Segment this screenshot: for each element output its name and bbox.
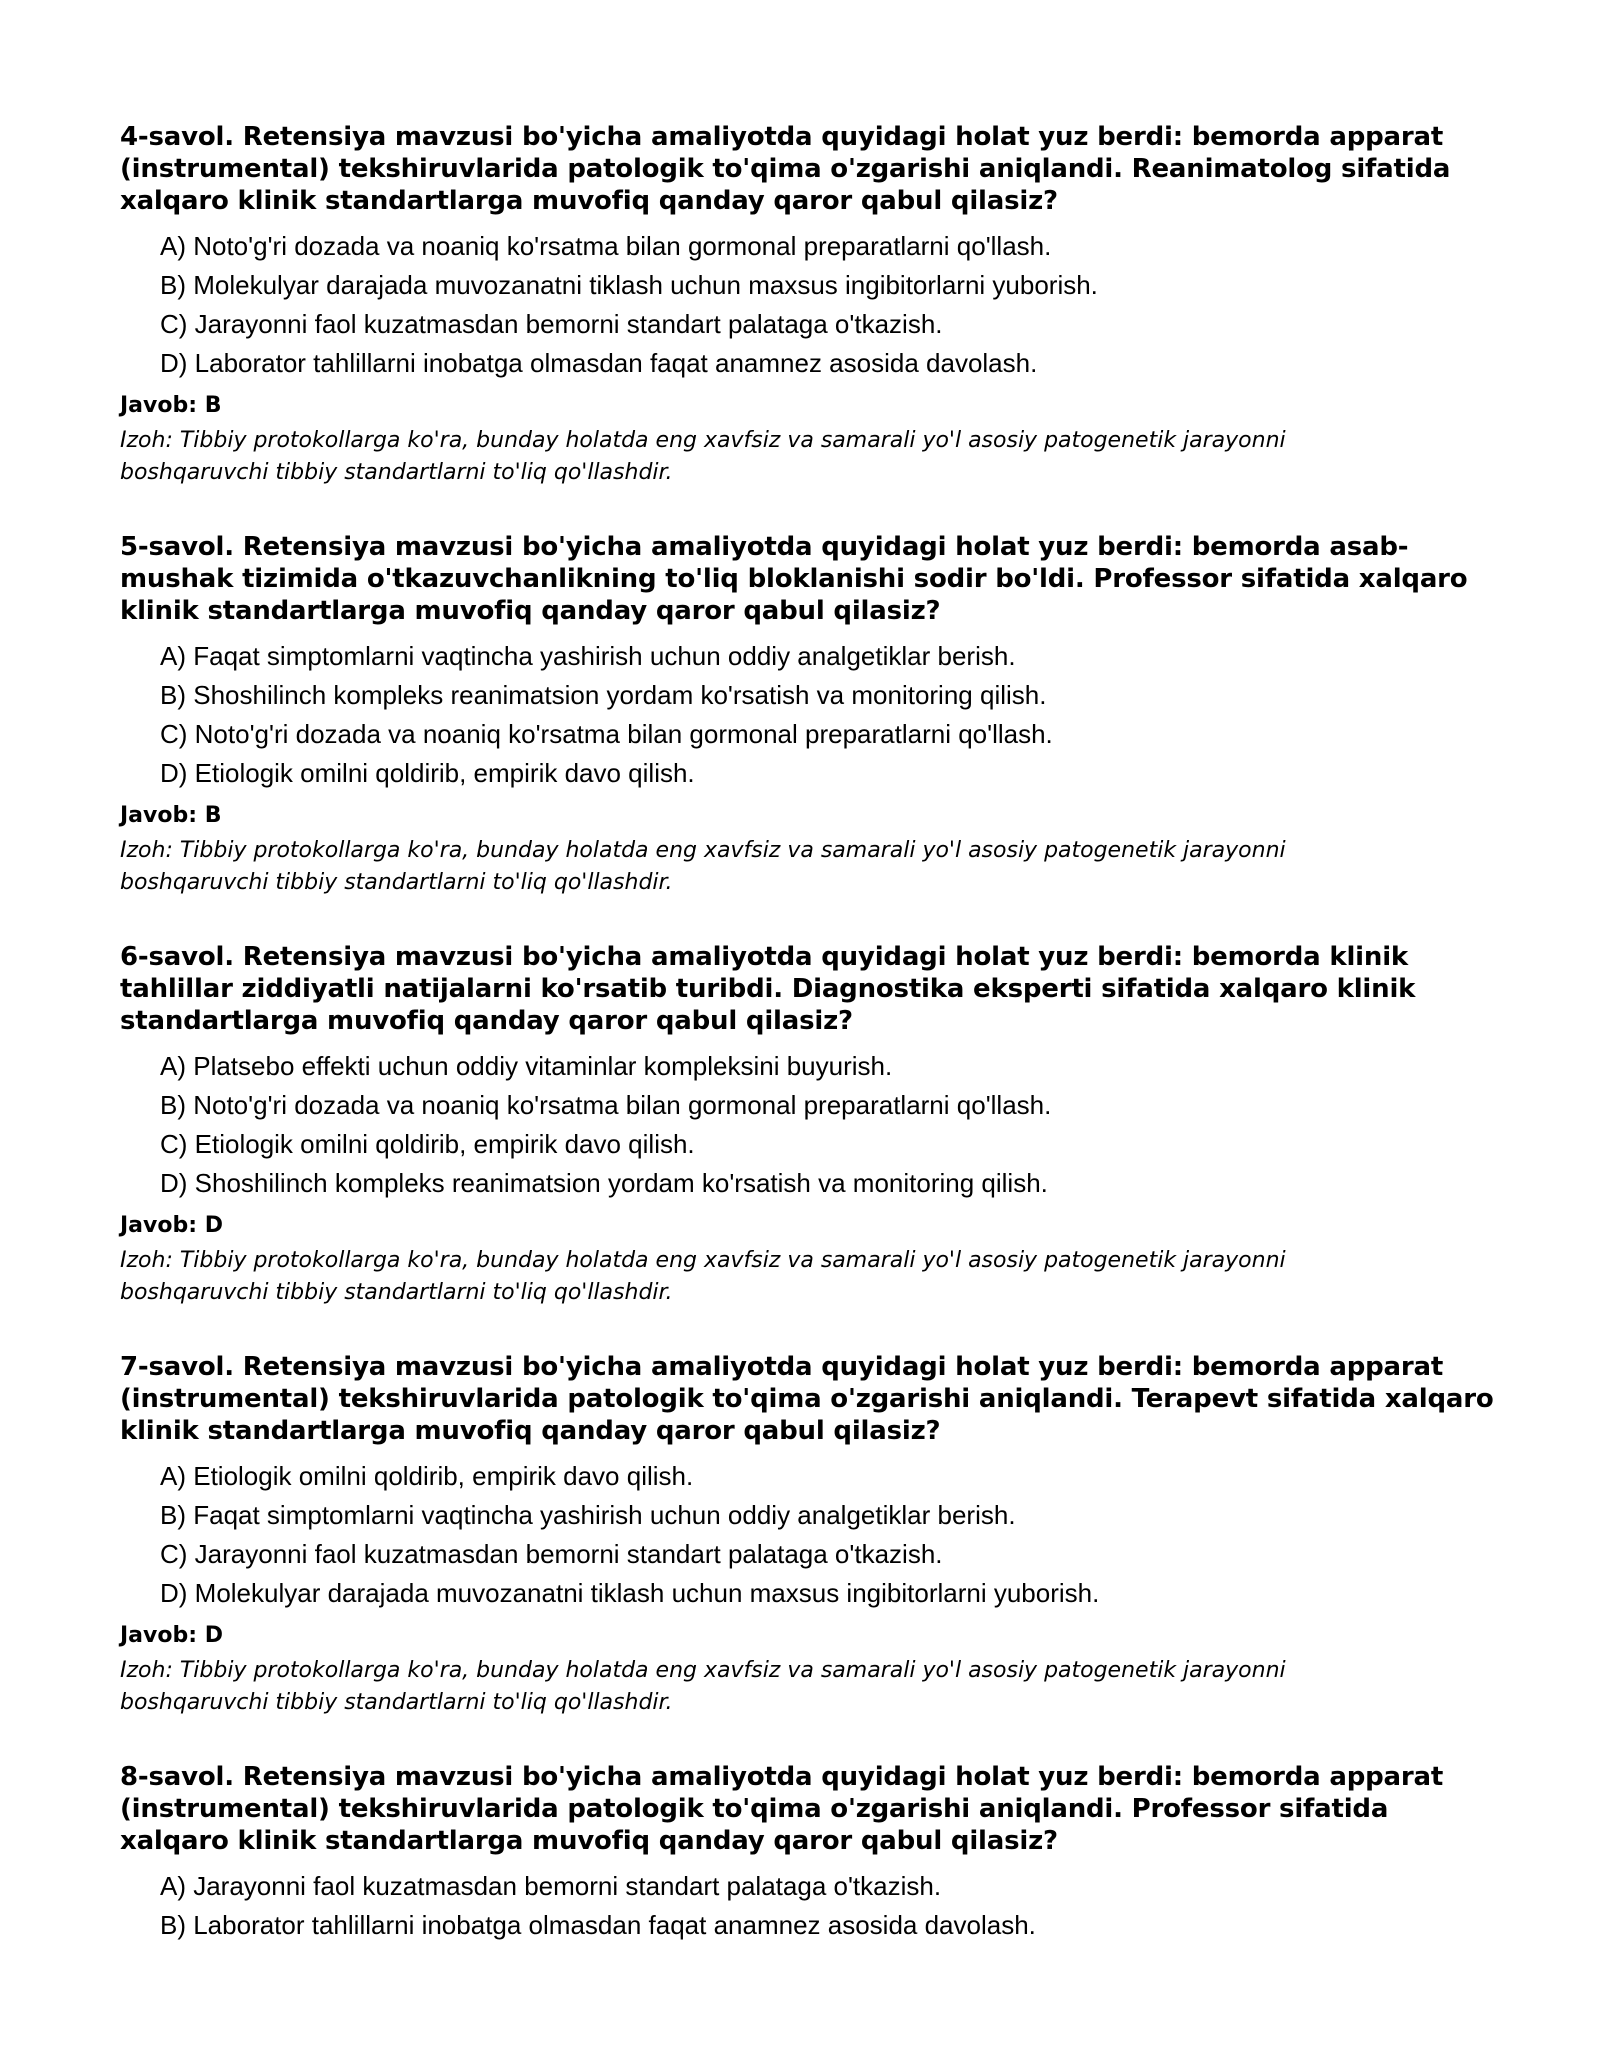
option-a: A) Platsebo effekti uchun oddiy vitaminlar kompleksini buyurish. [160,1051,893,1081]
option-d: D) Laborator tahlillarni inobatga olmasdan faqat anamnez asosida davolash. [160,348,1038,378]
option-a: A) Etiologik omilni qoldirib, empirik davo qilish. [160,1461,694,1491]
question-8 [120,1761,1500,1945]
explanation-text: Izoh: Tibbiy protokollarga ko'ra, bunday holatda eng xavfsiz va samarali yo'l asosiy patogenetik jarayonni boshqaruvchi tibbiy standartlarni to'liq qo'llashdir. [120,1248,1286,1305]
explanation-text: Izoh: Tibbiy protokollarga ko'ra, bunday holatda eng xavfsiz va samarali yo'l asosiy patogenetik jarayonni boshqaruvchi tibbiy standartlarni to'liq qo'llashdir. [120,428,1286,485]
option-c: C) Noto'g'ri dozada va noaniq ko'rsatma bilan gormonal preparatlarni qo'llash. [160,719,1053,749]
option-a: A) Jarayonni faol kuzatmasdan bemorni standart palataga o'tkazish. [160,1871,942,1901]
option-c: C) Jarayonni faol kuzatmasdan bemorni standart palataga o'tkazish. [160,309,943,339]
question-4 [120,121,1500,489]
answer-label: Javob: B [120,393,222,418]
option-list [120,1457,1500,1613]
option-b: B) Molekulyar darajada muvozanatni tiklash uchun maxsus ingibitorlarni yuborish. [160,270,1098,300]
answer-label: Javob: D [120,1623,223,1648]
option-c: C) Etiologik omilni qoldirib, empirik davo qilish. [160,1129,695,1159]
answer-label: Javob: B [120,803,222,828]
option-b: B) Laborator tahlillarni inobatga olmasdan faqat anamnez asosida davolash. [160,1910,1036,1940]
option-d: D) Shoshilinch kompleks reanimatsion yordam ko'rsatish va monitoring qilish. [160,1168,1048,1198]
option-b: B) Noto'g'ri dozada va noaniq ko'rsatma bilan gormonal preparatlarni qo'llash. [160,1090,1052,1120]
option-b: B) Shoshilinch kompleks reanimatsion yordam ko'rsatish va monitoring qilish. [160,680,1047,710]
option-list [120,1047,1500,1203]
question-text: 8-savol. Retensiya mavzusi bo'yicha amaliyotda quyidagi holat yuz berdi: bemorda apparat (instrumental) tekshiruvlarida patologik to'qima o'zgarishi aniqlandi. Professor sifatida xalqaro klinik standartlarga muvofiq qanday qaror qabul qilasiz? [120,1762,1444,1856]
explanation-text: Izoh: Tibbiy protokollarga ko'ra, bunday holatda eng xavfsiz va samarali yo'l asosiy patogenetik jarayonni boshqaruvchi tibbiy standartlarni to'liq qo'llashdir. [120,838,1286,895]
option-a: A) Noto'g'ri dozada va noaniq ko'rsatma bilan gormonal preparatlarni qo'llash. [160,231,1052,261]
option-c: C) Jarayonni faol kuzatmasdan bemorni standart palataga o'tkazish. [160,1539,943,1569]
question-text: 4-savol. Retensiya mavzusi bo'yicha amaliyotda quyidagi holat yuz berdi: bemorda apparat (instrumental) tekshiruvlarida patologik to'qima o'zgarishi aniqlandi. Reanimatolog sifatida xalqaro klinik standartlarga muvofiq qanday qaror qabul qilasiz? [120,122,1451,216]
question-5 [120,531,1500,899]
option-list [120,227,1500,383]
question-text: 6-savol. Retensiya mavzusi bo'yicha amaliyotda quyidagi holat yuz berdi: bemorda klinik tahlillar ziddiyatli natijalarni ko'rsatib turibdi. Diagnostika eksperti sifatida xalqaro klinik standartlarga muvofiq qanday qaror qabul qilasiz? [120,942,1416,1036]
answer-label: Javob: D [120,1213,223,1238]
question-text: 7-savol. Retensiya mavzusi bo'yicha amaliyotda quyidagi holat yuz berdi: bemorda apparat (instrumental) tekshiruvlarida patologik to'qima o'zgarishi aniqlandi. Terapevt sifatida xalqaro klinik standartlarga muvofiq qanday qaror qabul qilasiz? [120,1352,1494,1446]
question-7 [120,1351,1500,1719]
question-6 [120,941,1500,1309]
option-d: D) Molekulyar darajada muvozanatni tiklash uchun maxsus ingibitorlarni yuborish. [160,1578,1100,1608]
explanation-text: Izoh: Tibbiy protokollarga ko'ra, bunday holatda eng xavfsiz va samarali yo'l asosiy patogenetik jarayonni boshqaruvchi tibbiy standartlarni to'liq qo'llashdir. [120,1658,1286,1715]
option-a: A) Faqat simptomlarni vaqtincha yashirish uchun oddiy analgetiklar berish. [160,641,1016,671]
question-text: 5-savol. Retensiya mavzusi bo'yicha amaliyotda quyidagi holat yuz berdi: bemorda asab-mushak tizimida o'tkazuvchanlikning to'liq bloklanishi sodir bo'ldi. Professor sifatida xalqaro klinik standartlarga muvofiq qanday qaror qabul qilasiz? [120,532,1468,626]
option-list [120,1867,1500,1945]
option-list [120,637,1500,793]
option-d: D) Etiologik omilni qoldirib, empirik davo qilish. [160,758,695,788]
option-b: B) Faqat simptomlarni vaqtincha yashirish uchun oddiy analgetiklar berish. [160,1500,1016,1530]
